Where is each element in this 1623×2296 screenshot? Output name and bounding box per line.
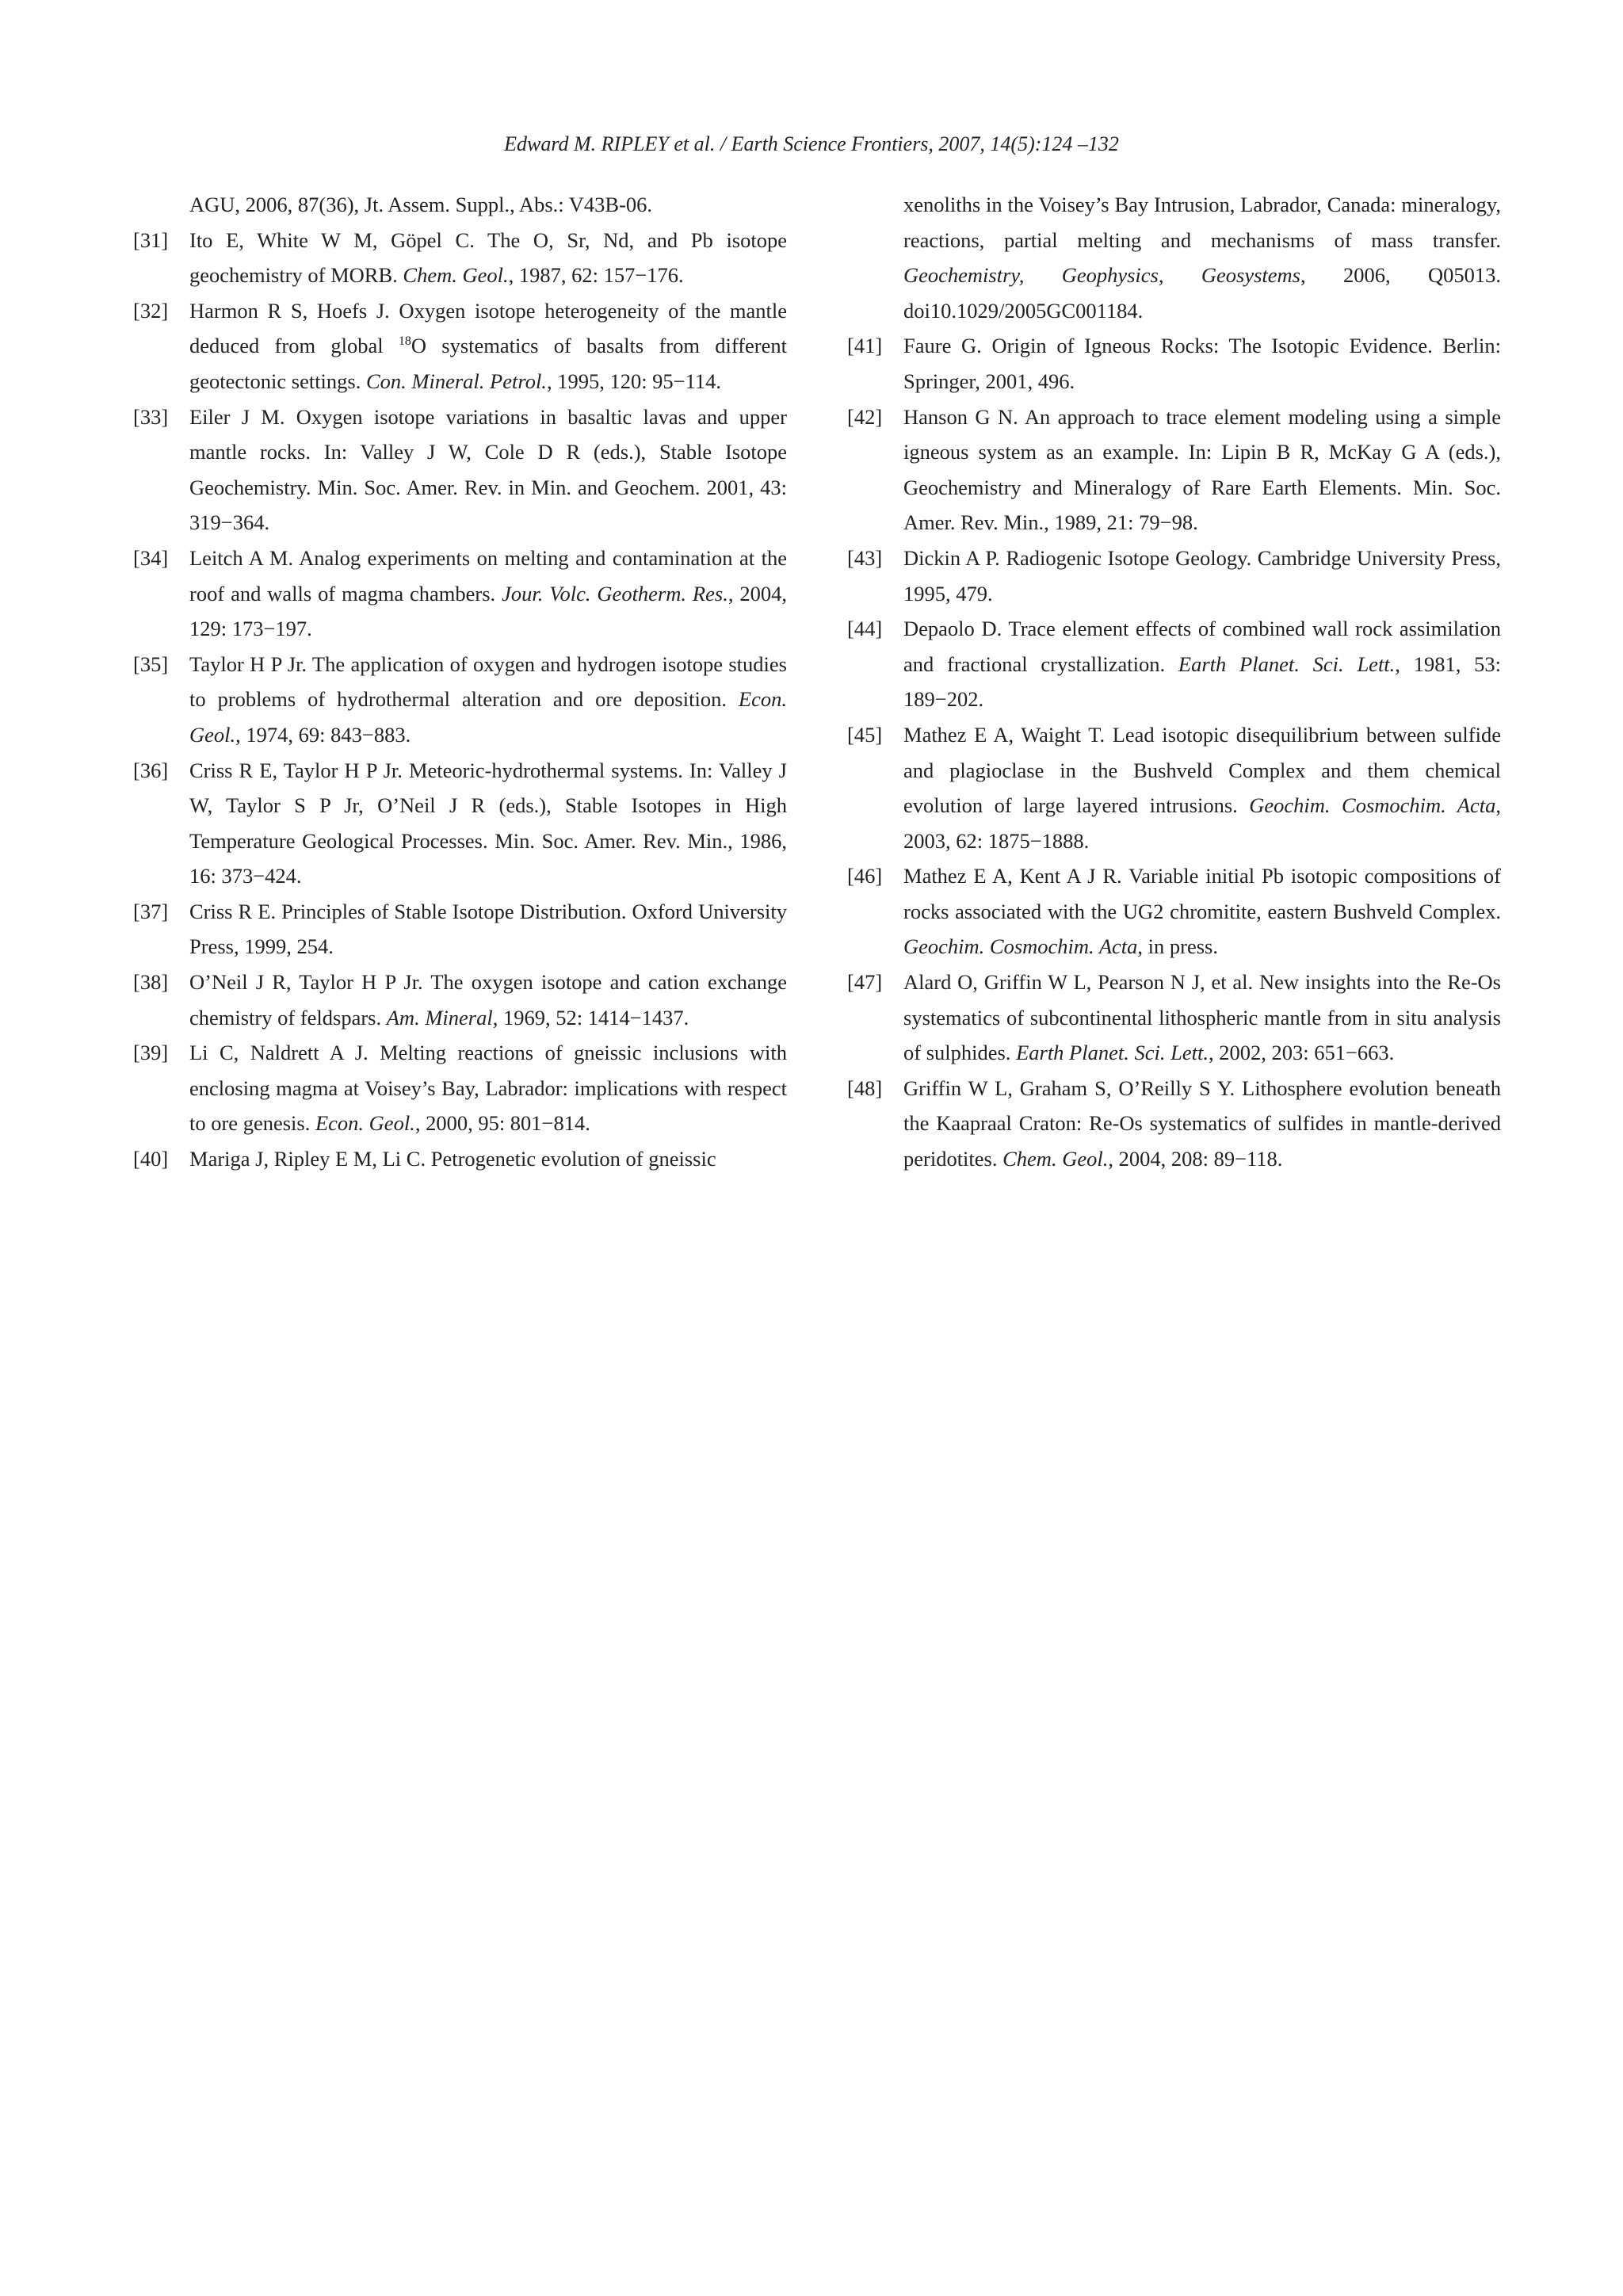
reference-33 — [133, 399, 787, 541]
reference-text: Ito E, White W M, Göpel C. The O, Sr, Nd, and Pb isotope geochemistry of MORB. — [189, 227, 787, 288]
reference-text: Mariga J, Ripley E M, Li C. Petrogenetic evolution of gneissic — [189, 1147, 716, 1171]
running-header: Edward M. RIPLEY et al. / Earth Science Frontiers, 2007, 14(5):124 –132 — [504, 132, 1119, 155]
reference-41 — [847, 328, 1501, 399]
reference-number: [31] — [133, 227, 169, 252]
reference-number: [32] — [133, 298, 169, 323]
reference-text: Leitch A M. Analog experiments on melting and contamination at the roof and walls of magma chambers. — [189, 545, 787, 606]
journal-name: Con. Mineral. Petrol. — [366, 369, 547, 393]
reference-text: , 2000, 95: 801−814. — [414, 1111, 590, 1136]
reference-text: , 2006, Q05013. doi10.1029/2005GC001184. — [903, 263, 1501, 323]
reference-text: , 1987, 62: 157−176. — [508, 263, 684, 288]
journal-name: Chem. Geol. — [403, 263, 509, 288]
journal-name: Geochim. Cosmochim. Acta — [1249, 793, 1496, 818]
reference-text: Mathez E A, Waight T. Lead isotopic disequilibrium between sulfide and plagioclase in the Bushveld Complex and them chemical evolution of large layered intrusions. — [903, 722, 1501, 818]
reference-text: , 1969, 52: 1414−1437. — [492, 1005, 689, 1030]
reference-text: Griffin W L, Graham S, O’Reilly S Y. Lithosphere evolution beneath the Kaapraal Craton: Re-Os systematics of sulfides in mantle-derived peridotites. — [903, 1075, 1501, 1171]
journal-name: Econ. Geol. — [315, 1111, 415, 1136]
reference-text: Faure G. Origin of Igneous Rocks: The Isotopic Evidence. Berlin: Springer, 2001, 496. — [903, 334, 1501, 393]
journal-name: Econ. Geol. — [189, 687, 787, 747]
reference-31 — [133, 223, 787, 293]
reference-number: [41] — [847, 334, 883, 358]
reference-number: [47] — [847, 970, 883, 995]
reference-number: [36] — [133, 758, 169, 782]
reference-text: , 1995, 120: 95−114. — [546, 369, 722, 393]
reference-number: [37] — [133, 899, 169, 923]
reference-number: [46] — [847, 864, 883, 888]
reference-48 — [847, 1071, 1501, 1177]
reference-text: O’Neil J R, Taylor H P Jr. The oxygen isotope and cation exchange chemistry of feldspars. — [189, 970, 787, 1030]
journal-name: Earth Planet. Sci. Lett. — [1016, 1041, 1209, 1065]
reference-number: [40] — [133, 1147, 169, 1171]
journal-name: Geochemistry, Geophysics, Geosystems — [903, 263, 1300, 288]
reference-text: , in press. — [1137, 934, 1218, 959]
reference-36 — [133, 753, 787, 894]
reference-text: Eiler J M. Oxygen isotope variations in basaltic lavas and upper mantle rocks. In: Valley J W, Cole D R (eds.), Stable Isotope Geochemistry. Min. Soc. Amer. Rev. in Min. and Geochem. 2001, 43: 319−364. — [189, 404, 787, 535]
reference-text: , 2003, 62: 1875−1888. — [903, 793, 1501, 853]
journal-name: Chem. Geol. — [1002, 1147, 1109, 1171]
reference-text: Li C, Naldrett A J. Melting reactions of gneissic inclusions with enclosing magma at Voisey’s Bay, Labrador: implications with respect to ore genesis. — [189, 1041, 787, 1136]
journal-name: Geochim. Cosmochim. Acta — [903, 934, 1138, 959]
reference-37 — [133, 894, 787, 965]
reference-38 — [133, 965, 787, 1035]
journal-name: Jour. Volc. Geotherm. Res. — [502, 581, 728, 606]
reference-text: , 2004, 208: 89−118. — [1108, 1147, 1283, 1171]
reference-text: xenoliths in the Voisey’s Bay Intrusion, Labrador, Canada: mineralogy, reactions, partial melting and mechanisms of mass transfer. — [903, 193, 1501, 252]
reference-text: , 1974, 69: 843−883. — [235, 722, 411, 747]
right-column — [847, 187, 1501, 1177]
reference-text: Alard O, Griffin W L, Pearson N J, et al. New insights into the Re-Os systematics of subcontinental lithospheric mantle from in situ analysis of sulphides. — [903, 970, 1501, 1065]
left-column — [133, 187, 787, 1177]
reference-text: , 2002, 203: 651−663. — [1208, 1041, 1395, 1065]
reference-number: [34] — [133, 545, 169, 570]
reference-34 — [133, 541, 787, 647]
reference-47 — [847, 965, 1501, 1071]
reference-text: Mathez E A, Kent A J R. Variable initial Pb isotopic compositions of rocks associated with the UG2 chromitite, eastern Bushveld Complex. — [903, 864, 1501, 923]
reference-continuation: AGU, 2006, 87(36), Jt. Assem. Suppl., Abs.: V43B-06. — [189, 193, 653, 216]
reference-number: [43] — [847, 545, 883, 570]
reference-number: [42] — [847, 404, 883, 429]
reference-45 — [847, 717, 1501, 858]
reference-number: [44] — [847, 617, 883, 641]
reference-text: Criss R E. Principles of Stable Isotope Distribution. Oxford University Press, 1999, 254. — [189, 899, 787, 959]
reference-text: , 1981, 53: 189−202. — [903, 651, 1501, 712]
reference-text: Dickin A P. Radiogenic Isotope Geology. Cambridge University Press, 1995, 479. — [903, 545, 1501, 606]
reference-text: Harmon R S, Hoefs J. Oxygen isotope heterogeneity of the mantle deduced from global — [189, 298, 787, 358]
reference-42 — [847, 399, 1501, 541]
reference-text: Criss R E, Taylor H P Jr. Meteoric-hydrothermal systems. In: Valley J W, Taylor S P Jr, O’Neil J R (eds.), Stable Isotopes in High Temperature Geological Processes. Min. Soc. Amer. Rev. Min., 1986, 16: 373−424. — [189, 758, 787, 888]
superscript: 18 — [398, 334, 411, 349]
reference-text: , 2004, 129: 173−197. — [189, 581, 787, 641]
reference-39 — [133, 1035, 787, 1141]
reference-text: Depaolo D. Trace element effects of combined wall rock assimilation and fractional crystallization. — [903, 617, 1501, 676]
reference-number: [39] — [133, 1041, 169, 1065]
reference-43 — [847, 541, 1501, 611]
reference-number: [48] — [847, 1075, 883, 1100]
reference-continuation — [847, 187, 1501, 328]
reference-35 — [133, 647, 787, 753]
reference-40 — [133, 1141, 787, 1177]
reference-number: [45] — [847, 722, 883, 747]
reference-text: O systematics of basalts from different geotectonic settings. — [189, 334, 787, 393]
reference-32 — [133, 293, 787, 399]
journal-name: Am. Mineral — [386, 1005, 493, 1030]
reference-number: [35] — [133, 651, 169, 676]
reference-number: [38] — [133, 970, 169, 995]
reference-number: [33] — [133, 404, 169, 429]
reference-text: Taylor H P Jr. The application of oxygen and hydrogen isotope studies to problems of hydrothermal alteration and ore deposition. — [189, 651, 787, 712]
journal-name: Earth Planet. Sci. Lett. — [1178, 651, 1396, 676]
reference-46 — [847, 858, 1501, 965]
reference-44 — [847, 611, 1501, 717]
reference-text: Hanson G N. An approach to trace element modeling using a simple igneous system as an example. In: Lipin B R, McKay G A (eds.), Geochemistry and Mineralogy of Rare Earth Elements. Min. Soc. Amer. Rev. Min., 1989, 21: 79−98. — [903, 404, 1501, 535]
